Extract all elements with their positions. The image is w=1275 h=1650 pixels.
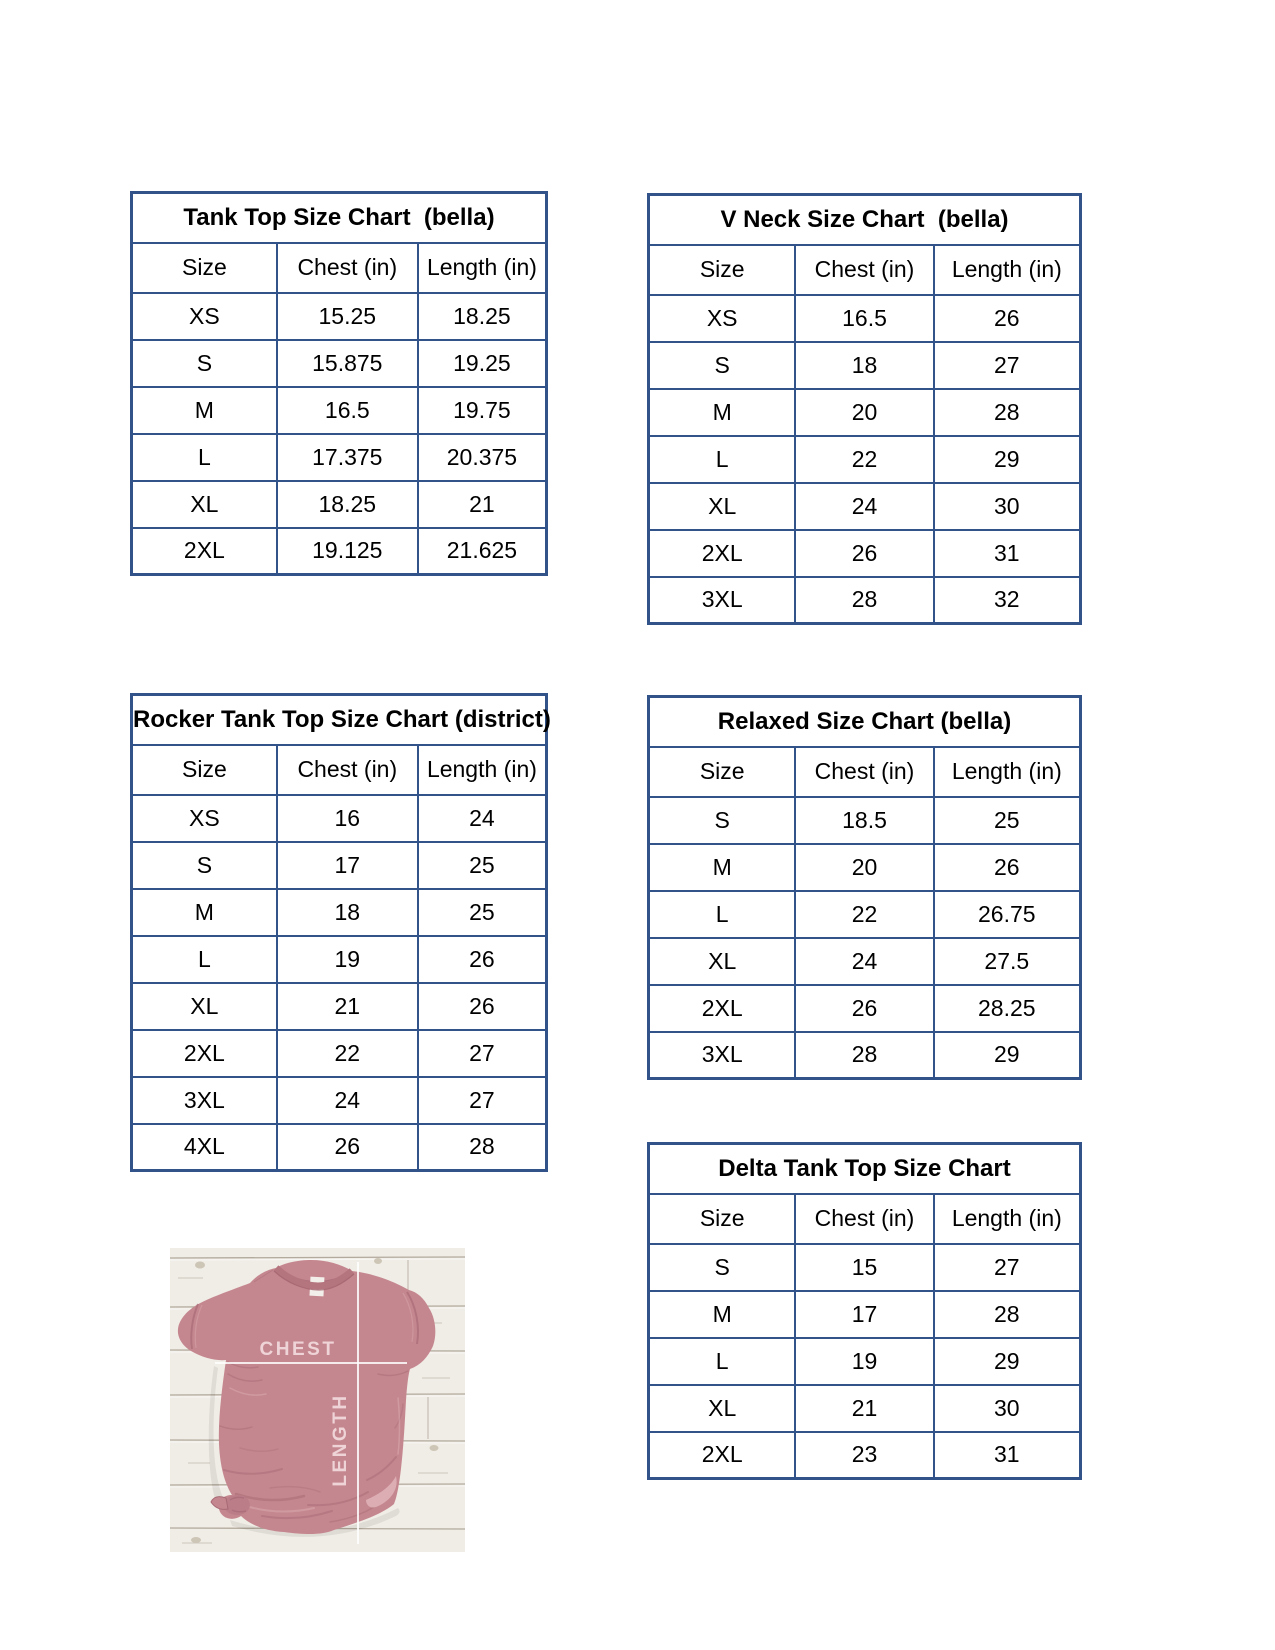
table-cell: 26 bbox=[795, 530, 933, 577]
table-title-row bbox=[132, 695, 547, 745]
table-cell: 2XL bbox=[649, 530, 796, 577]
column-header: Size bbox=[649, 245, 796, 295]
table-cell: 21 bbox=[795, 1385, 933, 1432]
table-cell: XL bbox=[649, 938, 796, 985]
table-cell: 30 bbox=[934, 1385, 1081, 1432]
table-cell: 27 bbox=[418, 1030, 547, 1077]
table-cell: L bbox=[132, 936, 277, 983]
table-row bbox=[649, 483, 1081, 530]
table-row bbox=[649, 797, 1081, 844]
table-row bbox=[132, 481, 547, 528]
table-row bbox=[649, 577, 1081, 624]
size-table-delta-tank bbox=[647, 1142, 1082, 1480]
table-cell: 18.25 bbox=[277, 481, 418, 528]
table-row bbox=[649, 295, 1081, 342]
table-header-row bbox=[649, 747, 1081, 797]
size-table bbox=[647, 193, 1082, 625]
table-row bbox=[132, 936, 547, 983]
table-cell: 15.25 bbox=[277, 293, 418, 340]
size-table bbox=[130, 191, 548, 576]
table-row bbox=[649, 1338, 1081, 1385]
table-header-row bbox=[132, 745, 547, 795]
table-cell: 20 bbox=[795, 844, 933, 891]
table-cell: 18.5 bbox=[795, 797, 933, 844]
table-title-row bbox=[132, 193, 547, 243]
table-cell: 2XL bbox=[649, 1432, 796, 1479]
size-table bbox=[647, 695, 1082, 1080]
size-table-v-neck bbox=[647, 193, 1082, 625]
table-cell: 25 bbox=[418, 889, 547, 936]
table-cell: 18.25 bbox=[418, 293, 547, 340]
table-cell: 27 bbox=[934, 342, 1081, 389]
table-cell: 25 bbox=[418, 842, 547, 889]
table-row bbox=[649, 1385, 1081, 1432]
table-row bbox=[649, 1032, 1081, 1079]
table-cell: S bbox=[649, 342, 796, 389]
table-cell: S bbox=[649, 797, 796, 844]
tshirt-measurement-image bbox=[170, 1248, 465, 1552]
table-cell: 2XL bbox=[132, 528, 277, 575]
table-title: Rocker Tank Top Size Chart (district) bbox=[132, 695, 547, 745]
column-header: Chest (in) bbox=[277, 243, 418, 293]
table-row bbox=[649, 844, 1081, 891]
table-row bbox=[132, 1124, 547, 1171]
table-cell: XS bbox=[132, 795, 277, 842]
table-row bbox=[132, 1030, 547, 1077]
column-header: Length (in) bbox=[418, 745, 547, 795]
table-cell: M bbox=[649, 389, 796, 436]
table-row bbox=[132, 983, 547, 1030]
table-title-row bbox=[649, 195, 1081, 245]
table-row bbox=[649, 436, 1081, 483]
table-cell: 26 bbox=[795, 985, 933, 1032]
size-table bbox=[647, 1142, 1082, 1480]
table-cell: 26 bbox=[934, 844, 1081, 891]
table-cell: 30 bbox=[934, 483, 1081, 530]
table-row bbox=[649, 891, 1081, 938]
table-cell: 19.75 bbox=[418, 387, 547, 434]
table-cell: 25 bbox=[934, 797, 1081, 844]
table-cell: 18 bbox=[795, 342, 933, 389]
table-cell: 20 bbox=[795, 389, 933, 436]
table-cell: L bbox=[649, 436, 796, 483]
table-cell: 21 bbox=[277, 983, 418, 1030]
column-header: Chest (in) bbox=[795, 1194, 933, 1244]
table-cell: 19.25 bbox=[418, 340, 547, 387]
size-table-relaxed bbox=[647, 695, 1082, 1080]
table-cell: 26 bbox=[418, 983, 547, 1030]
table-cell: 23 bbox=[795, 1432, 933, 1479]
column-header: Chest (in) bbox=[795, 245, 933, 295]
table-cell: 31 bbox=[934, 530, 1081, 577]
table-cell: 21.625 bbox=[418, 528, 547, 575]
table-header-row bbox=[649, 245, 1081, 295]
table-title-row bbox=[649, 1144, 1081, 1194]
column-header: Chest (in) bbox=[795, 747, 933, 797]
table-cell: 28 bbox=[795, 577, 933, 624]
table-cell: 29 bbox=[934, 1032, 1081, 1079]
table-row bbox=[649, 389, 1081, 436]
table-cell: S bbox=[649, 1244, 796, 1291]
table-cell: 26 bbox=[934, 295, 1081, 342]
table-row bbox=[649, 530, 1081, 577]
table-cell: 2XL bbox=[649, 985, 796, 1032]
table-cell: 19.125 bbox=[277, 528, 418, 575]
length-label: LENGTH bbox=[330, 1393, 351, 1487]
chest-label: CHEST bbox=[259, 1339, 337, 1360]
table-cell: 18 bbox=[277, 889, 418, 936]
table-row bbox=[132, 795, 547, 842]
table-cell: 28.25 bbox=[934, 985, 1081, 1032]
table-title-row bbox=[649, 697, 1081, 747]
table-cell: 26.75 bbox=[934, 891, 1081, 938]
table-cell: 16.5 bbox=[277, 387, 418, 434]
table-cell: 22 bbox=[795, 436, 933, 483]
table-row bbox=[132, 434, 547, 481]
table-row bbox=[132, 889, 547, 936]
column-header: Length (in) bbox=[418, 243, 547, 293]
table-cell: 27 bbox=[934, 1244, 1081, 1291]
table-cell: XL bbox=[649, 483, 796, 530]
table-cell: 15 bbox=[795, 1244, 933, 1291]
table-row bbox=[132, 1077, 547, 1124]
table-row bbox=[132, 387, 547, 434]
table-cell: 28 bbox=[795, 1032, 933, 1079]
table-cell: XL bbox=[132, 481, 277, 528]
table-cell: L bbox=[132, 434, 277, 481]
table-cell: S bbox=[132, 842, 277, 889]
table-cell: 27.5 bbox=[934, 938, 1081, 985]
table-cell: 24 bbox=[418, 795, 547, 842]
table-cell: M bbox=[132, 387, 277, 434]
table-title: Delta Tank Top Size Chart bbox=[649, 1144, 1081, 1194]
table-cell: M bbox=[649, 844, 796, 891]
table-row bbox=[649, 1244, 1081, 1291]
table-cell: 15.875 bbox=[277, 340, 418, 387]
table-cell: 3XL bbox=[649, 577, 796, 624]
table-row bbox=[649, 342, 1081, 389]
table-cell: 31 bbox=[934, 1432, 1081, 1479]
table-cell: 29 bbox=[934, 1338, 1081, 1385]
tshirt-measurement-graphic bbox=[170, 1248, 465, 1552]
table-header-row bbox=[132, 243, 547, 293]
column-header: Size bbox=[132, 243, 277, 293]
table-title: V Neck Size Chart (bella) bbox=[649, 195, 1081, 245]
table-cell: 3XL bbox=[649, 1032, 796, 1079]
table-cell: 20.375 bbox=[418, 434, 547, 481]
table-cell: 32 bbox=[934, 577, 1081, 624]
table-cell: 26 bbox=[277, 1124, 418, 1171]
table-cell: 21 bbox=[418, 481, 547, 528]
table-title: Relaxed Size Chart (bella) bbox=[649, 697, 1081, 747]
table-cell: 28 bbox=[934, 389, 1081, 436]
table-row bbox=[132, 528, 547, 575]
table-row bbox=[649, 985, 1081, 1032]
table-cell: 2XL bbox=[132, 1030, 277, 1077]
size-table-rocker-tank bbox=[130, 693, 551, 1172]
column-header: Size bbox=[649, 1194, 796, 1244]
table-cell: 24 bbox=[795, 938, 933, 985]
table-row bbox=[132, 293, 547, 340]
table-cell: XL bbox=[132, 983, 277, 1030]
table-cell: 17 bbox=[277, 842, 418, 889]
table-cell: XL bbox=[649, 1385, 796, 1432]
column-header: Length (in) bbox=[934, 747, 1081, 797]
table-cell: 29 bbox=[934, 436, 1081, 483]
table-cell: XS bbox=[649, 295, 796, 342]
column-header: Length (in) bbox=[934, 1194, 1081, 1244]
table-cell: 28 bbox=[934, 1291, 1081, 1338]
table-title: Tank Top Size Chart (bella) bbox=[132, 193, 547, 243]
table-row bbox=[649, 938, 1081, 985]
column-header: Chest (in) bbox=[277, 745, 418, 795]
column-header: Length (in) bbox=[934, 245, 1081, 295]
table-cell: 22 bbox=[277, 1030, 418, 1077]
table-cell: 24 bbox=[795, 483, 933, 530]
size-table bbox=[130, 693, 551, 1172]
table-cell: 26 bbox=[418, 936, 547, 983]
table-cell: XS bbox=[132, 293, 277, 340]
table-cell: 17 bbox=[795, 1291, 933, 1338]
table-cell: S bbox=[132, 340, 277, 387]
table-row bbox=[132, 842, 547, 889]
table-row bbox=[649, 1291, 1081, 1338]
table-cell: 28 bbox=[418, 1124, 547, 1171]
table-cell: 17.375 bbox=[277, 434, 418, 481]
size-table-tank-top bbox=[130, 191, 548, 576]
table-cell: 22 bbox=[795, 891, 933, 938]
table-row bbox=[649, 1432, 1081, 1479]
column-header: Size bbox=[132, 745, 277, 795]
table-cell: L bbox=[649, 1338, 796, 1385]
table-cell: 19 bbox=[795, 1338, 933, 1385]
table-cell: M bbox=[132, 889, 277, 936]
table-cell: 24 bbox=[277, 1077, 418, 1124]
table-cell: M bbox=[649, 1291, 796, 1338]
table-header-row bbox=[649, 1194, 1081, 1244]
table-cell: 16 bbox=[277, 795, 418, 842]
table-cell: 16.5 bbox=[795, 295, 933, 342]
table-row bbox=[132, 340, 547, 387]
column-header: Size bbox=[649, 747, 796, 797]
table-cell: 3XL bbox=[132, 1077, 277, 1124]
table-cell: L bbox=[649, 891, 796, 938]
table-cell: 4XL bbox=[132, 1124, 277, 1171]
table-cell: 19 bbox=[277, 936, 418, 983]
table-cell: 27 bbox=[418, 1077, 547, 1124]
